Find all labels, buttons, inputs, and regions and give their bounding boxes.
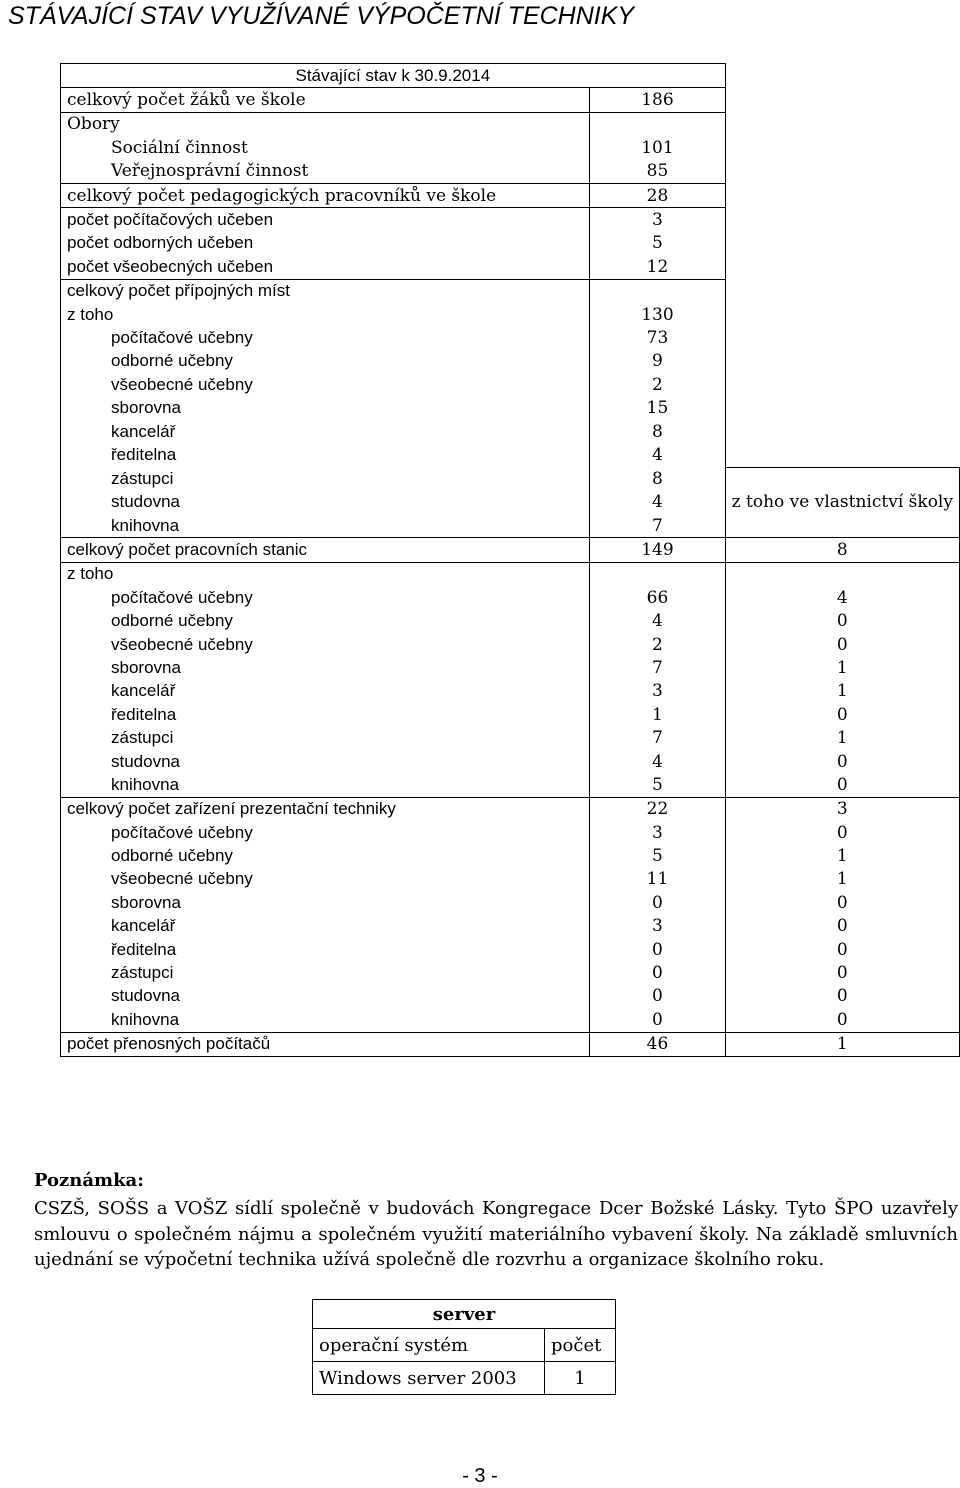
row-label: odborné učebny	[61, 609, 590, 632]
row-value: 5	[590, 232, 725, 255]
row-label: odborné učebny	[61, 350, 590, 373]
row-own-value: 0	[725, 773, 959, 797]
row-value: 0	[590, 985, 725, 1008]
row-label: zástupci	[61, 961, 590, 984]
row-label: kancelář	[61, 680, 590, 703]
row-value	[590, 562, 725, 586]
row-value: 3	[590, 680, 725, 703]
row-own-value: 4	[725, 586, 959, 609]
table-row	[61, 726, 960, 749]
table-row	[61, 750, 960, 773]
row-value: 0	[590, 961, 725, 984]
table-header: Stávající stav k 30.9.2014	[61, 64, 726, 88]
table-row	[61, 396, 960, 419]
table-row	[61, 821, 960, 844]
row-value: 2	[590, 373, 725, 396]
table-row	[61, 1032, 960, 1056]
row-label: celkový počet přípojných míst	[61, 279, 590, 303]
row-own-value: 0	[725, 609, 959, 632]
row-label: Sociální činnost	[61, 136, 590, 159]
row-value: 22	[590, 797, 725, 821]
row-own-value: 1	[725, 726, 959, 749]
table-row	[61, 703, 960, 726]
row-label: celkový počet žáků ve škole	[61, 88, 590, 112]
row-label: sborovna	[61, 396, 590, 419]
row-label: studovna	[61, 750, 590, 773]
row-label: z toho	[61, 562, 590, 586]
row-value: 4	[590, 443, 725, 467]
table-row	[61, 88, 960, 112]
row-value: 46	[590, 1032, 725, 1056]
row-label: Veřejnosprávní činnost	[61, 160, 590, 184]
ownership-column-header: z toho ve vlastnictví školy	[725, 467, 959, 538]
row-value: 101	[590, 136, 725, 159]
row-label: Obory	[61, 112, 590, 136]
table-row	[61, 609, 960, 632]
table-row	[61, 326, 960, 349]
table-row	[61, 915, 960, 938]
row-value: 5	[590, 773, 725, 797]
row-value: 7	[590, 726, 725, 749]
server-table-title: server	[313, 1300, 616, 1329]
row-label: odborné učebny	[61, 844, 590, 867]
row-value: 3	[590, 821, 725, 844]
table-row	[61, 773, 960, 797]
row-label: počítačové učebny	[61, 326, 590, 349]
table-header-row	[61, 64, 960, 88]
row-label: počet odborných učeben	[61, 232, 590, 255]
row-label: zástupci	[61, 467, 590, 490]
row-own-value: 0	[725, 750, 959, 773]
row-own-value: 0	[725, 1008, 959, 1032]
row-value: 5	[590, 844, 725, 867]
row-value: 0	[590, 1008, 725, 1032]
table-row	[61, 420, 960, 443]
server-col-os: operační systém	[313, 1329, 545, 1362]
row-value: 9	[590, 350, 725, 373]
table-row	[61, 232, 960, 255]
row-value: 8	[590, 420, 725, 443]
row-value: 2	[590, 633, 725, 656]
row-own-value: 0	[725, 703, 959, 726]
table-row	[313, 1362, 616, 1395]
row-value: 4	[590, 750, 725, 773]
row-value: 0	[590, 938, 725, 961]
table-row	[61, 255, 960, 279]
row-value: 7	[590, 514, 725, 538]
row-own-value	[725, 562, 959, 586]
table-row	[61, 208, 960, 232]
row-label: zástupci	[61, 726, 590, 749]
row-value: 12	[590, 255, 725, 279]
row-own-value: 0	[725, 821, 959, 844]
table-row	[61, 279, 960, 303]
server-table-header	[313, 1329, 616, 1362]
row-value: 3	[590, 915, 725, 938]
row-label: knihovna	[61, 1008, 590, 1032]
row-value: 66	[590, 586, 725, 609]
row-own-value: 0	[725, 961, 959, 984]
table-row	[61, 443, 960, 467]
table-row	[61, 797, 960, 821]
row-label: počítačové učebny	[61, 586, 590, 609]
row-value: 4	[590, 609, 725, 632]
row-value	[590, 279, 725, 303]
table-row	[61, 938, 960, 961]
row-label: z toho	[61, 303, 590, 326]
row-value: 8	[590, 467, 725, 490]
table-row	[61, 350, 960, 373]
row-value: 28	[590, 183, 725, 207]
row-value: 7	[590, 656, 725, 679]
table-row	[61, 680, 960, 703]
row-own-value: 0	[725, 938, 959, 961]
row-value: 85	[590, 160, 725, 184]
row-own-value: 1	[725, 680, 959, 703]
row-label: ředitelna	[61, 938, 590, 961]
row-label: celkový počet zařízení prezentační techniky	[61, 797, 590, 821]
row-value	[590, 112, 725, 136]
table-row	[61, 538, 960, 562]
row-label: sborovna	[61, 656, 590, 679]
row-own-value: 1	[725, 844, 959, 867]
row-value: 3	[590, 208, 725, 232]
table-row	[61, 183, 960, 207]
row-label: ředitelna	[61, 443, 590, 467]
table-row	[61, 136, 960, 159]
row-label: ředitelna	[61, 703, 590, 726]
row-label: kancelář	[61, 420, 590, 443]
row-value: 149	[590, 538, 725, 562]
table-row	[61, 112, 960, 136]
row-own-value: 1	[725, 1032, 959, 1056]
row-label: knihovna	[61, 514, 590, 538]
row-own-value: 0	[725, 891, 959, 914]
table-row	[61, 891, 960, 914]
table-row	[61, 656, 960, 679]
row-value: 130	[590, 303, 725, 326]
server-count: 1	[545, 1362, 616, 1395]
row-value: 11	[590, 868, 725, 891]
row-label: celkový počet pracovních stanic	[61, 538, 590, 562]
row-own-value: 0	[725, 985, 959, 1008]
row-label: studovna	[61, 985, 590, 1008]
table-row	[61, 467, 960, 490]
row-label: počet počítačových učeben	[61, 208, 590, 232]
row-value: 186	[590, 88, 725, 112]
note-text: CSZŠ, SOŠS a VOŠZ sídlí společně v budovách Kongregace Dcer Božské Lásky. Tyto ŠPO uzavřely smlouvu o společném nájmu a společném využití materiálního vybavení školy. Na základě smluvních ujednání se výpočetní technika užívá společně dle rozvrhu a organizace školního roku.	[34, 1198, 958, 1270]
row-own-value: 0	[725, 915, 959, 938]
row-value: 15	[590, 396, 725, 419]
row-label: sborovna	[61, 891, 590, 914]
table-row	[61, 985, 960, 1008]
row-value: 4	[590, 491, 725, 514]
it-equipment-table	[60, 63, 960, 1057]
server-col-count: počet	[545, 1329, 616, 1362]
server-table	[312, 1299, 616, 1395]
row-own-value: 8	[725, 538, 959, 562]
table-row	[61, 868, 960, 891]
row-value: 0	[590, 891, 725, 914]
row-label: knihovna	[61, 773, 590, 797]
row-label: celkový počet pedagogických pracovníků ve škole	[61, 183, 590, 207]
table-row	[61, 303, 960, 326]
row-label: studovna	[61, 491, 590, 514]
table-row	[61, 1008, 960, 1032]
row-label: počet všeobecných učeben	[61, 255, 590, 279]
row-own-value: 3	[725, 797, 959, 821]
row-label: všeobecné učebny	[61, 868, 590, 891]
row-label: počítačové učebny	[61, 821, 590, 844]
row-own-value: 0	[725, 633, 959, 656]
server-os: Windows server 2003	[313, 1362, 545, 1395]
row-label: všeobecné učebny	[61, 373, 590, 396]
table-row	[61, 562, 960, 586]
table-row	[61, 373, 960, 396]
row-label: všeobecné učebny	[61, 633, 590, 656]
page-title: STÁVAJÍCÍ STAV VYUŽÍVANÉ VÝPOČETNÍ TECHNIKY	[8, 2, 635, 30]
note-label: Poznámka:	[34, 1170, 144, 1191]
table-row	[61, 844, 960, 867]
table-row	[61, 961, 960, 984]
table-row	[61, 633, 960, 656]
row-label: kancelář	[61, 915, 590, 938]
row-value: 73	[590, 326, 725, 349]
row-label: počet přenosných počítačů	[61, 1032, 590, 1056]
row-value: 1	[590, 703, 725, 726]
page-number: - 3 -	[462, 1465, 498, 1487]
row-own-value: 1	[725, 868, 959, 891]
row-own-value: 1	[725, 656, 959, 679]
table-row	[61, 160, 960, 184]
table-row	[61, 586, 960, 609]
